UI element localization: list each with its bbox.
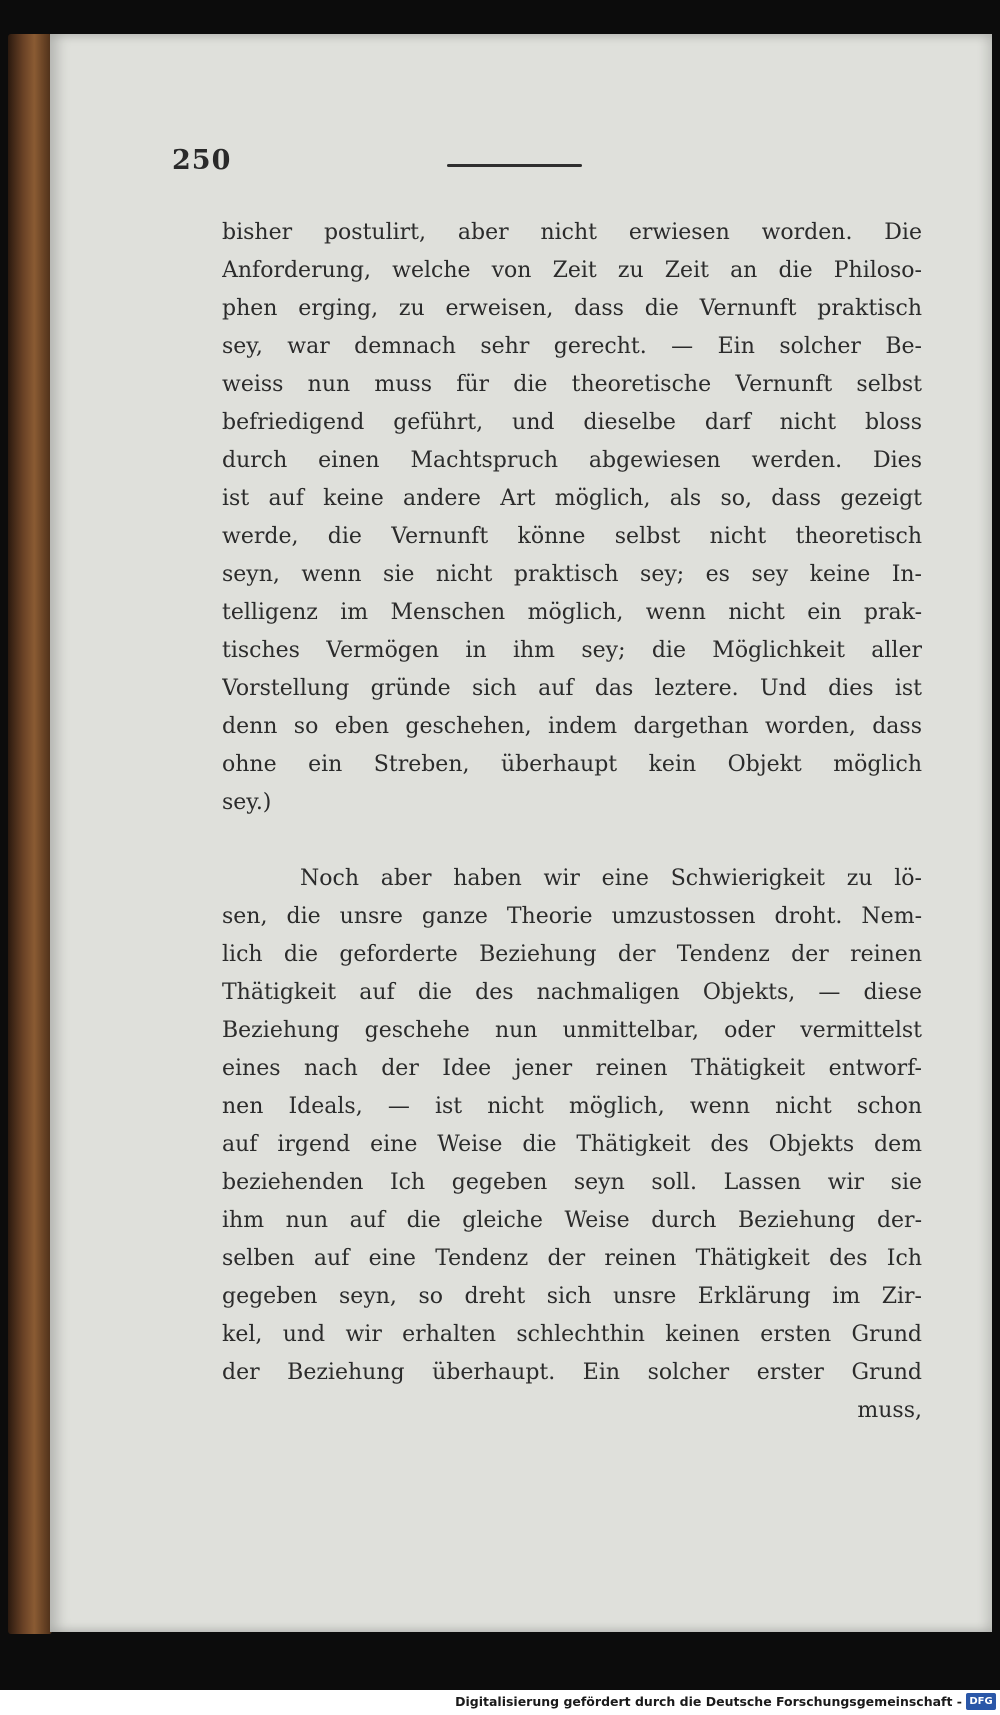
- text-line: werde, die Vernunft könne selbst nicht theoretisch: [222, 524, 922, 549]
- text-line: der Beziehung überhaupt. Ein solcher erster Grund: [222, 1360, 922, 1385]
- text-line: ihm nun auf die gleiche Weise durch Beziehung der-: [222, 1208, 922, 1233]
- text-line: gegeben seyn, so dreht sich unsre Erklärung im Zir-: [222, 1284, 922, 1309]
- text-line: bisher postulirt, aber nicht erwiesen worden. Die: [222, 220, 922, 245]
- text-line: befriedigend geführt, und dieselbe darf nicht bloss: [222, 410, 922, 435]
- page-number: 250: [172, 145, 232, 176]
- text-line: seyn, wenn sie nicht praktisch sey; es sey keine In-: [222, 562, 922, 587]
- text-line: sen, die unsre ganze Theorie umzustossen droht. Nem-: [222, 904, 922, 929]
- text-line: sey, war demnach sehr gerecht. — Ein solcher Be-: [222, 334, 922, 359]
- text-line: selben auf eine Tendenz der reinen Thätigkeit des Ich: [222, 1246, 922, 1271]
- text-line: Vorstellung gründe sich auf das leztere. Und dies ist: [222, 676, 922, 701]
- text-line: denn so eben geschehen, indem dargethan worden, dass: [222, 714, 922, 739]
- dfg-logo-icon: DFG: [966, 1693, 996, 1710]
- text-line: Anforderung, welche von Zeit zu Zeit an die Philoso-: [222, 258, 922, 283]
- text-line: nen Ideals, — ist nicht möglich, wenn nicht schon: [222, 1094, 922, 1119]
- text-line: Noch aber haben wir eine Schwierigkeit zu lö-: [300, 866, 922, 891]
- text-line: kel, und wir erhalten schlechthin keinen ersten Grund: [222, 1322, 922, 1347]
- text-line: phen erging, zu erweisen, dass die Vernunft praktisch: [222, 296, 922, 321]
- header-rule: [447, 164, 582, 167]
- text-line: telligenz im Menschen möglich, wenn nicht ein prak-: [222, 600, 922, 625]
- funding-credit: Digitalisierung gefördert durch die Deutsche Forschungsgemeinschaft -: [455, 1694, 962, 1709]
- page-header: [172, 145, 592, 185]
- paragraph-1: [222, 214, 922, 822]
- text-line: ist auf keine andere Art möglich, als so, dass gezeigt: [222, 486, 922, 511]
- catchword: muss,: [857, 1398, 922, 1423]
- text-line: sey.): [222, 790, 272, 815]
- text-line: ohne ein Streben, überhaupt kein Objekt möglich: [222, 752, 922, 777]
- text-line: durch einen Machtspruch abgewiesen werden. Dies: [222, 448, 922, 473]
- text-line: auf irgend eine Weise die Thätigkeit des Objekts dem: [222, 1132, 922, 1157]
- text-line: beziehenden Ich gegeben seyn soll. Lassen wir sie: [222, 1170, 922, 1195]
- text-line: Beziehung geschehe nun unmittelbar, oder vermittelst: [222, 1018, 922, 1043]
- paragraph-2: [222, 860, 922, 1430]
- text-line: weiss nun muss für die theoretische Vernunft selbst: [222, 372, 922, 397]
- book-spine-edge: [8, 34, 52, 1634]
- text-line: tisches Vermögen in ihm sey; die Möglichkeit aller: [222, 638, 922, 663]
- footer-bar: [0, 1690, 1000, 1715]
- text-line: eines nach der Idee jener reinen Thätigkeit entworf-: [222, 1056, 922, 1081]
- text-line: lich die geforderte Beziehung der Tendenz der reinen: [222, 942, 922, 967]
- text-line: Thätigkeit auf die des nachmaligen Objekts, — diese: [222, 980, 922, 1005]
